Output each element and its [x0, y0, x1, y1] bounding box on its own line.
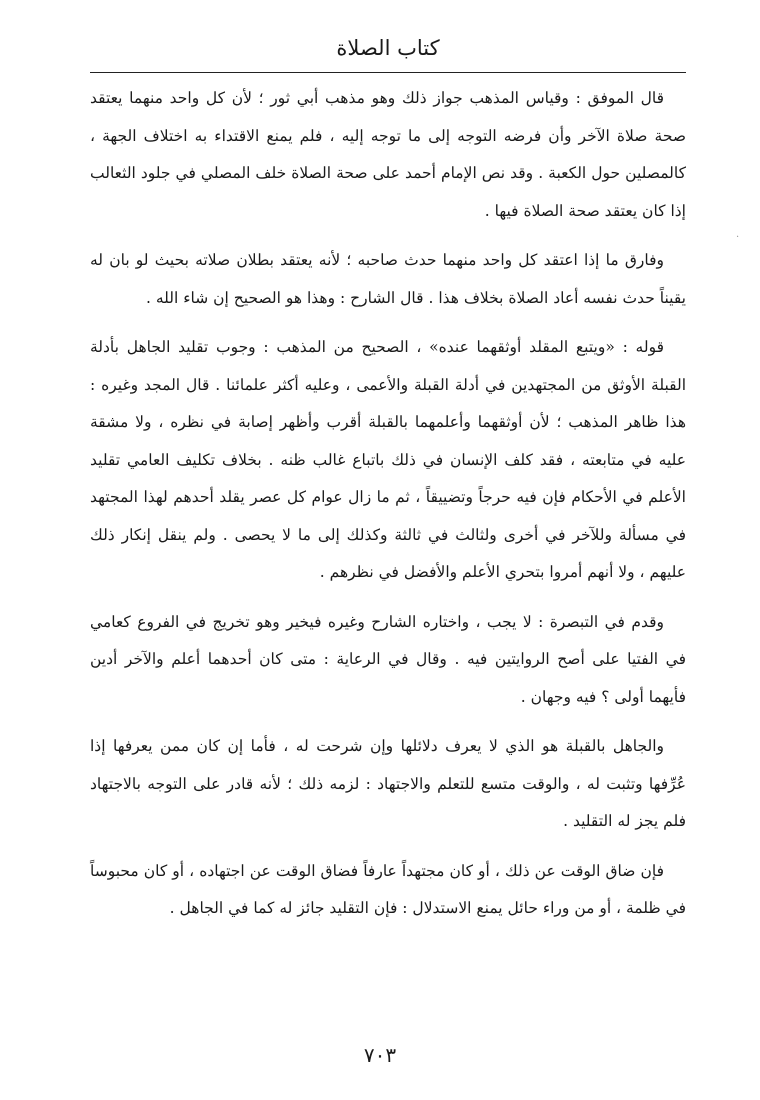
scan-speck: ·	[736, 232, 740, 243]
running-header-title: كتاب الصلاة	[336, 36, 440, 60]
paragraph: قال الموفق : وقياس المذهب جواز ذلك وهو مذهب أبي ثور ؛ لأن كل واحد منهما يعتقد صحة صلاة الآخر وأن فرضه التوجه إلى ما توجه إليه ، فلم يمنع الاقتداء به اختلاف الجهة ، كالمصلين حول الكعبة . وقد نص الإمام أحمد على صحة الصلاة خلف المصلي في جلود الثعالب إذا كان يعتقد صحة الصلاة فيها .	[90, 89, 686, 220]
body-text	[90, 80, 686, 940]
paragraph: قوله : «ويتبع المقلد أوثقهما عنده» ، الصحيح من المذهب : وجوب تقليد الجاهل بأدلة القبلة الأوثق من المجتهدين في أدلة القبلة والأعمى ، وعليه أكثر علمائنا . قال المجد وغيره : هذا ظاهر المذهب ؛ لأن أوثقهما وأعلمهما بالقبلة أقرب وأظهر إصابة في نظره ، ولا مشقة عليه في متابعته ، فقد كلف الإنسان في ذلك باتباع غالب ظنه . بخلاف تكليف العامي تقليد الأعلم في الأحكام فإن فيه حرجاً وتضييقاً ، ثم ما زال عوام كل عصر يقلد أحدهم لهذا المجتهد في مسألة وللآخر في أخرى ولثالث في ثالثة وكذلك إلى ما لا يحصى . ولم ينقل إنكار ذلك عليهم ، ولا أنهم أمروا بتحري الأعلم والأفضل في نظرهم .	[90, 338, 686, 581]
page-number: ٧٠٣	[363, 1043, 397, 1067]
paragraph: والجاهل بالقبلة هو الذي لا يعرف دلائلها وإن شرحت له ، فأما إن كان ممن يعرفها إذا عُرِّفها وتثبت له ، والوقت متسع للتعلم والاجتهاد : لزمه ذلك ؛ لأنه قادر على التوجه بالاجتهاد فلم يجز له التقليد .	[90, 737, 686, 830]
paragraph: وقدم في التبصرة : لا يجب ، واختاره الشارح وغيره فيخير وهو تخريج في الفروع كعامي في الفتيا على أصح الروايتين فيه . وقال في الرعاية : متى كان أحدهما أعلم والآخر أدين فأيهما أولى ؟ فيه وجهان .	[90, 612, 686, 706]
paragraph: وفارق ما إذا اعتقد كل واحد منهما حدث صاحبه ؛ لأنه يعتقد بطلان صلاته بحيث لو بان له يقيناً حدث نفسه أعاد الصلاة بخلاف هذا . قال الشارح : وهذا هو الصحيح إن شاء الله .	[90, 251, 686, 307]
header-divider	[90, 72, 686, 73]
paragraph: فإن ضاق الوقت عن ذلك ، أو كان مجتهداً عارفاً فضاق الوقت عن اجتهاده ، أو كان محبوساً في ظلمة ، أو من وراء حائل يمنع الاستدلال : فإن التقليد جائز له كما في الجاهل .	[90, 861, 686, 917]
